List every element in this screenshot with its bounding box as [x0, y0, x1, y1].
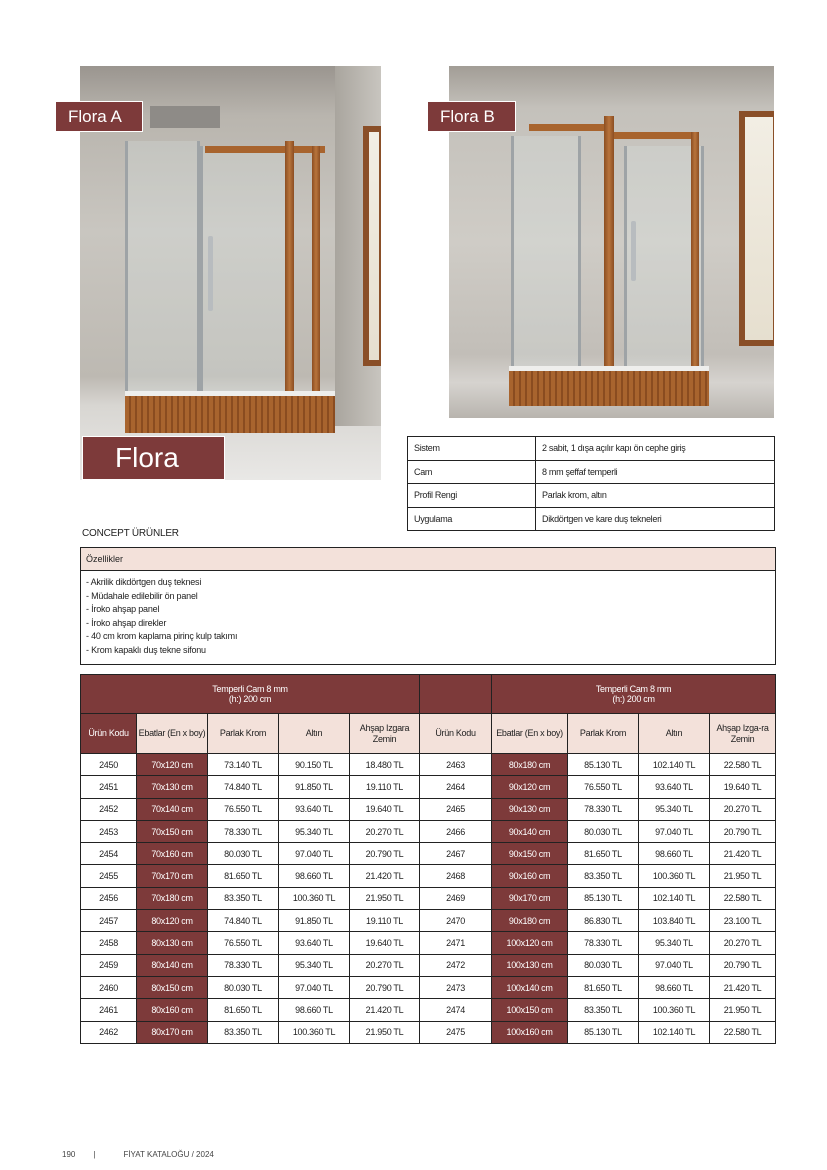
price-chrome: 85.130 TL — [568, 887, 639, 909]
price-wood-floor: 20.790 TL — [710, 954, 776, 976]
price-chrome: 85.130 TL — [568, 1021, 639, 1043]
price-chrome: 81.650 TL — [568, 976, 639, 998]
price-row — [81, 932, 776, 954]
spec-value: Parlak krom, altın — [536, 484, 775, 508]
flora-a-label: Flora A — [55, 101, 143, 132]
features-header: Özellikler — [81, 548, 775, 571]
price-gold: 93.640 TL — [279, 932, 350, 954]
size: 90x140 cm — [492, 820, 568, 842]
col-header-size: Ebatlar (En x boy) — [492, 714, 568, 754]
col-header-code: Ürün Kodu — [420, 714, 492, 754]
product-code: 2462 — [81, 1021, 137, 1043]
price-wood-floor: 21.950 TL — [710, 999, 776, 1021]
size: 80x120 cm — [137, 910, 208, 932]
price-gold: 95.340 TL — [279, 954, 350, 976]
size: 80x170 cm — [137, 1021, 208, 1043]
size: 80x180 cm — [492, 754, 568, 776]
product-code: 2459 — [81, 954, 137, 976]
wood-post — [691, 132, 699, 397]
price-wood-floor: 21.950 TL — [350, 1021, 420, 1043]
price-wood-floor: 18.480 TL — [350, 754, 420, 776]
price-gold: 100.360 TL — [279, 887, 350, 909]
price-gold: 98.660 TL — [279, 865, 350, 887]
door-handle — [631, 221, 636, 281]
price-row — [81, 843, 776, 865]
product-code: 2470 — [420, 910, 492, 932]
product-code: 2471 — [420, 932, 492, 954]
price-row — [81, 910, 776, 932]
price-gold: 93.640 TL — [279, 798, 350, 820]
price-wood-floor: 21.420 TL — [350, 865, 420, 887]
price-wood-floor: 21.420 TL — [710, 976, 776, 998]
feature-item: - İroko ahşap panel — [86, 604, 160, 614]
price-wood-floor: 22.580 TL — [710, 754, 776, 776]
product-code: 2455 — [81, 865, 137, 887]
feature-item: - İroko ahşap direkler — [86, 617, 167, 628]
spec-row — [408, 437, 775, 461]
price-wood-floor: 21.950 TL — [710, 865, 776, 887]
price-gold: 98.660 TL — [279, 999, 350, 1021]
price-row — [81, 976, 776, 998]
price-chrome: 78.330 TL — [568, 932, 639, 954]
price-gold: 98.660 TL — [639, 976, 710, 998]
wood-post — [285, 141, 294, 426]
price-wood-floor: 20.270 TL — [710, 932, 776, 954]
price-wood-floor: 21.420 TL — [710, 843, 776, 865]
price-gold: 102.140 TL — [639, 1021, 710, 1043]
shower-tray — [509, 366, 709, 406]
spec-label: Cam — [408, 460, 536, 484]
price-chrome: 76.550 TL — [568, 776, 639, 798]
price-wood-floor: 20.270 TL — [350, 820, 420, 842]
price-wood-floor: 20.790 TL — [350, 976, 420, 998]
spec-row — [408, 484, 775, 508]
size: 70x130 cm — [137, 776, 208, 798]
price-gold: 93.640 TL — [639, 776, 710, 798]
product-code: 2463 — [420, 754, 492, 776]
feature-item: - Akrilik dikdörtgen duş teknesi — [86, 577, 202, 587]
shower-tray — [125, 391, 335, 433]
price-gold: 97.040 TL — [279, 976, 350, 998]
price-gold: 95.340 TL — [279, 820, 350, 842]
product-code: 2474 — [420, 999, 492, 1021]
col-header-size: Ebatlar (En x boy) — [137, 714, 208, 754]
price-chrome: 73.140 TL — [208, 754, 279, 776]
price-chrome: 76.550 TL — [208, 932, 279, 954]
product-code: 2458 — [81, 932, 137, 954]
price-wood-floor: 19.110 TL — [350, 910, 420, 932]
product-code: 2461 — [81, 999, 137, 1021]
product-code: 2467 — [420, 843, 492, 865]
product-code: 2453 — [81, 820, 137, 842]
price-wood-floor: 20.790 TL — [710, 820, 776, 842]
price-row — [81, 820, 776, 842]
price-gold: 100.360 TL — [639, 865, 710, 887]
group-header-right: Temperli Cam 8 mm (h:) 200 cm — [492, 675, 776, 714]
group-header-spacer — [420, 675, 492, 714]
size: 80x130 cm — [137, 932, 208, 954]
footer-separator: | — [93, 1150, 96, 1159]
spec-value: 2 sabit, 1 dışa açılır kapı ön cephe giriş — [536, 437, 775, 461]
price-chrome: 86.830 TL — [568, 910, 639, 932]
price-chrome: 81.650 TL — [208, 999, 279, 1021]
price-gold: 91.850 TL — [279, 776, 350, 798]
feature-item: - Müdahale edilebilir ön panel — [86, 590, 198, 601]
product-code: 2464 — [420, 776, 492, 798]
size: 90x160 cm — [492, 865, 568, 887]
price-gold: 91.850 TL — [279, 910, 350, 932]
size: 70x180 cm — [137, 887, 208, 909]
price-chrome: 76.550 TL — [208, 798, 279, 820]
wood-post — [604, 116, 614, 401]
spec-value: 8 mm şeffaf temperli — [536, 460, 775, 484]
product-code: 2454 — [81, 843, 137, 865]
price-wood-floor: 19.640 TL — [350, 798, 420, 820]
price-chrome: 80.030 TL — [568, 954, 639, 976]
spec-value: Dikdörtgen ve kare duş tekneleri — [536, 507, 775, 531]
size: 90x150 cm — [492, 843, 568, 865]
page-number: 190 — [62, 1150, 76, 1159]
size: 100x160 cm — [492, 1021, 568, 1043]
feature-item: - Krom kapaklı duş tekne sifonu — [86, 644, 206, 655]
price-gold: 95.340 TL — [639, 798, 710, 820]
price-gold: 90.150 TL — [279, 754, 350, 776]
product-code: 2466 — [420, 820, 492, 842]
price-gold: 98.660 TL — [639, 843, 710, 865]
price-chrome: 80.030 TL — [208, 976, 279, 998]
spec-row — [408, 460, 775, 484]
product-code: 2452 — [81, 798, 137, 820]
product-code: 2469 — [420, 887, 492, 909]
features-list — [81, 571, 775, 657]
product-title: Flora — [82, 436, 225, 480]
size: 70x120 cm — [137, 754, 208, 776]
spec-row — [408, 507, 775, 531]
price-gold: 97.040 TL — [639, 954, 710, 976]
col-header-wood-floor: Ahşap Izgara Zemin — [350, 714, 420, 754]
price-row — [81, 776, 776, 798]
price-chrome: 74.840 TL — [208, 910, 279, 932]
product-code: 2475 — [420, 1021, 492, 1043]
size: 100x140 cm — [492, 976, 568, 998]
size: 100x150 cm — [492, 999, 568, 1021]
price-gold: 100.360 TL — [279, 1021, 350, 1043]
price-wood-floor: 22.580 TL — [710, 1021, 776, 1043]
window — [363, 126, 381, 366]
glass-door — [200, 146, 290, 401]
product-code: 2457 — [81, 910, 137, 932]
size: 70x160 cm — [137, 843, 208, 865]
product-code: 2472 — [420, 954, 492, 976]
price-row — [81, 999, 776, 1021]
features-box — [80, 547, 776, 665]
product-code: 2456 — [81, 887, 137, 909]
price-chrome: 85.130 TL — [568, 754, 639, 776]
price-gold: 100.360 TL — [639, 999, 710, 1021]
catalog-name: FİYAT KATALOĞU / 2024 — [123, 1150, 214, 1159]
feature-item: - 40 cm krom kaplama pirinç kulp takımı — [86, 631, 238, 641]
price-wood-floor: 20.790 TL — [350, 843, 420, 865]
glass-panel — [125, 141, 200, 401]
size: 100x120 cm — [492, 932, 568, 954]
product-code: 2465 — [420, 798, 492, 820]
flora-b-label: Flora B — [427, 101, 516, 132]
price-row — [81, 798, 776, 820]
size: 80x150 cm — [137, 976, 208, 998]
price-wood-floor: 19.640 TL — [350, 932, 420, 954]
product-code: 2450 — [81, 754, 137, 776]
wood-beam — [609, 132, 699, 139]
product-code: 2468 — [420, 865, 492, 887]
price-gold: 95.340 TL — [639, 932, 710, 954]
price-chrome: 78.330 TL — [208, 820, 279, 842]
size: 70x170 cm — [137, 865, 208, 887]
size: 70x150 cm — [137, 820, 208, 842]
price-chrome: 83.350 TL — [568, 865, 639, 887]
price-gold: 97.040 TL — [639, 820, 710, 842]
price-chrome: 83.350 TL — [568, 999, 639, 1021]
size: 90x180 cm — [492, 910, 568, 932]
price-chrome: 81.650 TL — [208, 865, 279, 887]
size: 100x130 cm — [492, 954, 568, 976]
window — [739, 111, 774, 346]
glass-panel — [511, 136, 581, 376]
size: 70x140 cm — [137, 798, 208, 820]
price-row — [81, 1021, 776, 1043]
price-chrome: 80.030 TL — [208, 843, 279, 865]
col-header-gold: Altın — [279, 714, 350, 754]
size: 80x140 cm — [137, 954, 208, 976]
price-wood-floor: 20.270 TL — [710, 798, 776, 820]
price-chrome: 81.650 TL — [568, 843, 639, 865]
price-gold: 102.140 TL — [639, 754, 710, 776]
product-code: 2473 — [420, 976, 492, 998]
price-gold: 103.840 TL — [639, 910, 710, 932]
price-row — [81, 865, 776, 887]
price-wood-floor: 23.100 TL — [710, 910, 776, 932]
col-header-code: Ürün Kodu — [81, 714, 137, 754]
page-footer — [62, 1150, 214, 1159]
price-row — [81, 754, 776, 776]
rain-shower — [150, 106, 220, 128]
price-row — [81, 887, 776, 909]
spec-label: Profil Rengi — [408, 484, 536, 508]
price-table — [80, 674, 776, 1044]
col-header-gold: Altın — [639, 714, 710, 754]
door-handle — [208, 236, 213, 311]
wood-post — [312, 146, 320, 416]
price-chrome: 78.330 TL — [208, 954, 279, 976]
concept-title: CONCEPT ÜRÜNLER — [82, 528, 179, 539]
size: 90x120 cm — [492, 776, 568, 798]
spec-label: Uygulama — [408, 507, 536, 531]
spec-label: Sistem — [408, 437, 536, 461]
price-chrome: 83.350 TL — [208, 887, 279, 909]
price-wood-floor: 21.420 TL — [350, 999, 420, 1021]
size: 90x130 cm — [492, 798, 568, 820]
price-wood-floor: 21.950 TL — [350, 887, 420, 909]
price-chrome: 80.030 TL — [568, 820, 639, 842]
price-row — [81, 954, 776, 976]
price-wood-floor: 19.640 TL — [710, 776, 776, 798]
price-wood-floor: 22.580 TL — [710, 887, 776, 909]
spec-table — [407, 436, 775, 531]
price-wood-floor: 20.270 TL — [350, 954, 420, 976]
col-header-chrome: Parlak Krom — [568, 714, 639, 754]
col-header-wood-floor: Ahşap Izga-ra Zemin — [710, 714, 776, 754]
size: 90x170 cm — [492, 887, 568, 909]
wood-beam — [205, 146, 325, 153]
product-code: 2451 — [81, 776, 137, 798]
price-chrome: 74.840 TL — [208, 776, 279, 798]
price-chrome: 83.350 TL — [208, 1021, 279, 1043]
product-code: 2460 — [81, 976, 137, 998]
wood-beam — [529, 124, 614, 131]
group-header-left: Temperli Cam 8 mm (h:) 200 cm — [81, 675, 420, 714]
price-gold: 102.140 TL — [639, 887, 710, 909]
price-wood-floor: 19.110 TL — [350, 776, 420, 798]
price-gold: 97.040 TL — [279, 843, 350, 865]
size: 80x160 cm — [137, 999, 208, 1021]
price-chrome: 78.330 TL — [568, 798, 639, 820]
col-header-chrome: Parlak Krom — [208, 714, 279, 754]
